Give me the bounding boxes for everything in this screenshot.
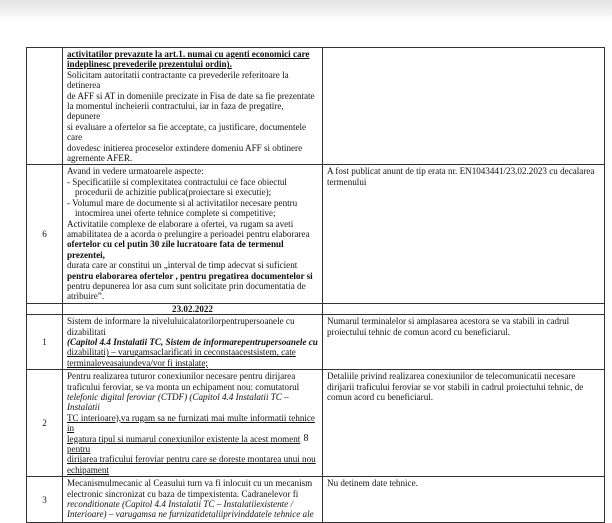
question-line: telefonic digital feroviar (CTDF) (Capitol 4.4 Instalatii TC – Instalatii xyxy=(67,392,289,413)
question-cell xyxy=(63,315,323,370)
question-line: pentru elaborarea ofertelor , pentru pregatirea documentelor si xyxy=(67,270,313,281)
table-row xyxy=(27,165,605,303)
question-line: de AFF si AT in domeniile precizate in Fisa de date sa fie prezentate xyxy=(67,90,315,101)
question-line: echipament xyxy=(67,464,109,475)
question-line: legatura tipul si numarul conexiunilor existente la acest moment pentru xyxy=(67,433,301,455)
question-line: procedurii de achizitie publica(proiectare si executie); xyxy=(75,187,272,198)
question-line: dirijarea traficului feroviar pentru care se doreste montarea unui nou xyxy=(67,454,316,465)
question-cell xyxy=(63,370,323,477)
table-row xyxy=(27,370,605,477)
question-line: durata care ar constitui un „interval de timp adecvat si suficient xyxy=(67,260,298,271)
table-row xyxy=(27,48,605,165)
question-line: Avand in vedere urmatoarele aspecte: xyxy=(67,166,204,177)
question-line: ofertelor cu cel putin 30 zile lucratoare fata de termenul prezentei, xyxy=(67,239,284,260)
answer-cell: Detaliile privind realizarea conexiunilor de telecomunicatii necesare dirijarii traficului feroviar se vor stabili in cadrul proiectului tehnic, de comun acord cu beneficiarul. xyxy=(323,370,605,477)
question-line: amabilitatea de a acorda o prelungire a perioadei pentru elaborarea xyxy=(67,228,310,239)
question-line: reconditionate (Capitol 4.4 Instalatii TC – Instalatiiexistente / xyxy=(67,499,293,510)
row-number: 2 xyxy=(27,370,63,477)
question-line: pentru depunerea lor asa cum sunt solicitate prin documentatia de xyxy=(67,280,306,291)
question-line: agremente AFER. xyxy=(67,153,133,164)
date-header-row xyxy=(27,303,605,314)
question-line: Activitatile complexe de elaborare a ofertei, va rugam sa aveti xyxy=(67,218,294,229)
question-line: dizabilitati) – varugamsaclarificati in ceconstaacestsistem, cate xyxy=(67,347,296,358)
question-line: si evaluare a ofertelor sa fie acceptate, ca justificare, documentele care xyxy=(67,121,307,143)
question-cell xyxy=(63,48,323,165)
question-line: Interioare) – varugamsa ne furnizatidetaliiprivinddatele tehnice ale xyxy=(67,509,314,520)
answer-cell xyxy=(323,48,605,165)
question-line: Mecanismulmecanic al Ceasului turn va fi inlocuit cu un mecanism xyxy=(67,478,313,489)
question-cell xyxy=(63,165,323,303)
answer-cell: Nu detinem date tehnice. xyxy=(323,477,605,523)
answer-cell: Numarul terminalelor si amplasarea acestora se va stabili in cadrul proiectului tehnic de comun acord cu beneficiarul. xyxy=(323,315,605,370)
question-line: Solicitam autoritatii contractante ca prevederile referitoare la detinerea xyxy=(67,69,289,91)
question-line: (Capitol 4.4 Instalatii TC, Sistem de informarepentrupersoanele cu xyxy=(67,336,318,347)
date-header-empty xyxy=(27,303,63,314)
question-line: Pentru realizarea tuturor conexiunilor necesare pentru dirijarea xyxy=(67,371,296,382)
viewer-top-bar xyxy=(0,0,612,20)
table-row xyxy=(27,477,605,523)
row-number xyxy=(27,48,63,165)
date-header: 23.02.2022 xyxy=(63,303,323,314)
question-line: terminaleveasaiundeva/vor fi instalate; xyxy=(67,357,208,368)
question-line: traficului feroviar, se va monta un echipament nou: comutatorul xyxy=(67,381,300,392)
question-line: atribuire”. xyxy=(67,291,105,302)
question-cell xyxy=(63,477,323,523)
question-line: dovedesc initierea proceselor extindere domeniu AFF si obtinere xyxy=(67,142,303,153)
row-number: 3 xyxy=(27,477,63,523)
table-row xyxy=(27,315,605,370)
row-number: 6 xyxy=(27,165,63,303)
date-header-empty xyxy=(323,303,605,314)
question-line: - Volumul mare de documente si al activitatilor necesare pentru xyxy=(67,197,298,208)
question-line: Sistem de informare la niveluluicalatorilorpentrupersoanele cu dizabilitati xyxy=(67,316,295,337)
question-line: intocmirea unei oferte tehnice complete si competitive; xyxy=(75,208,276,219)
question-line: indeplinesc prevederile prezentului ordin). xyxy=(67,59,232,70)
question-line: TC interioare),va rugam sa ne furnizati mai multe informatii tehnice in xyxy=(67,412,315,434)
question-line: - Specificatiile si complexitatea contractului ce face obiectul xyxy=(67,176,287,187)
answer-cell: A fost publicat anunt de tip erata nr. EN1043441/23.02.2023 cu decalarea termenului xyxy=(323,165,605,303)
row-number: 1 xyxy=(27,315,63,370)
question-line: activitatilor prevazute la art.1. numai cu agenti economici care xyxy=(67,49,310,59)
question-line: electronic sincronizat cu baza de timpexistenta. Cadranelevor fi xyxy=(67,488,299,499)
page-number: 8 xyxy=(303,433,309,444)
question-line: la momentul incheierii contractului, iar in faza de pregatire, depunere xyxy=(67,101,284,122)
clarifications-table xyxy=(26,47,605,523)
